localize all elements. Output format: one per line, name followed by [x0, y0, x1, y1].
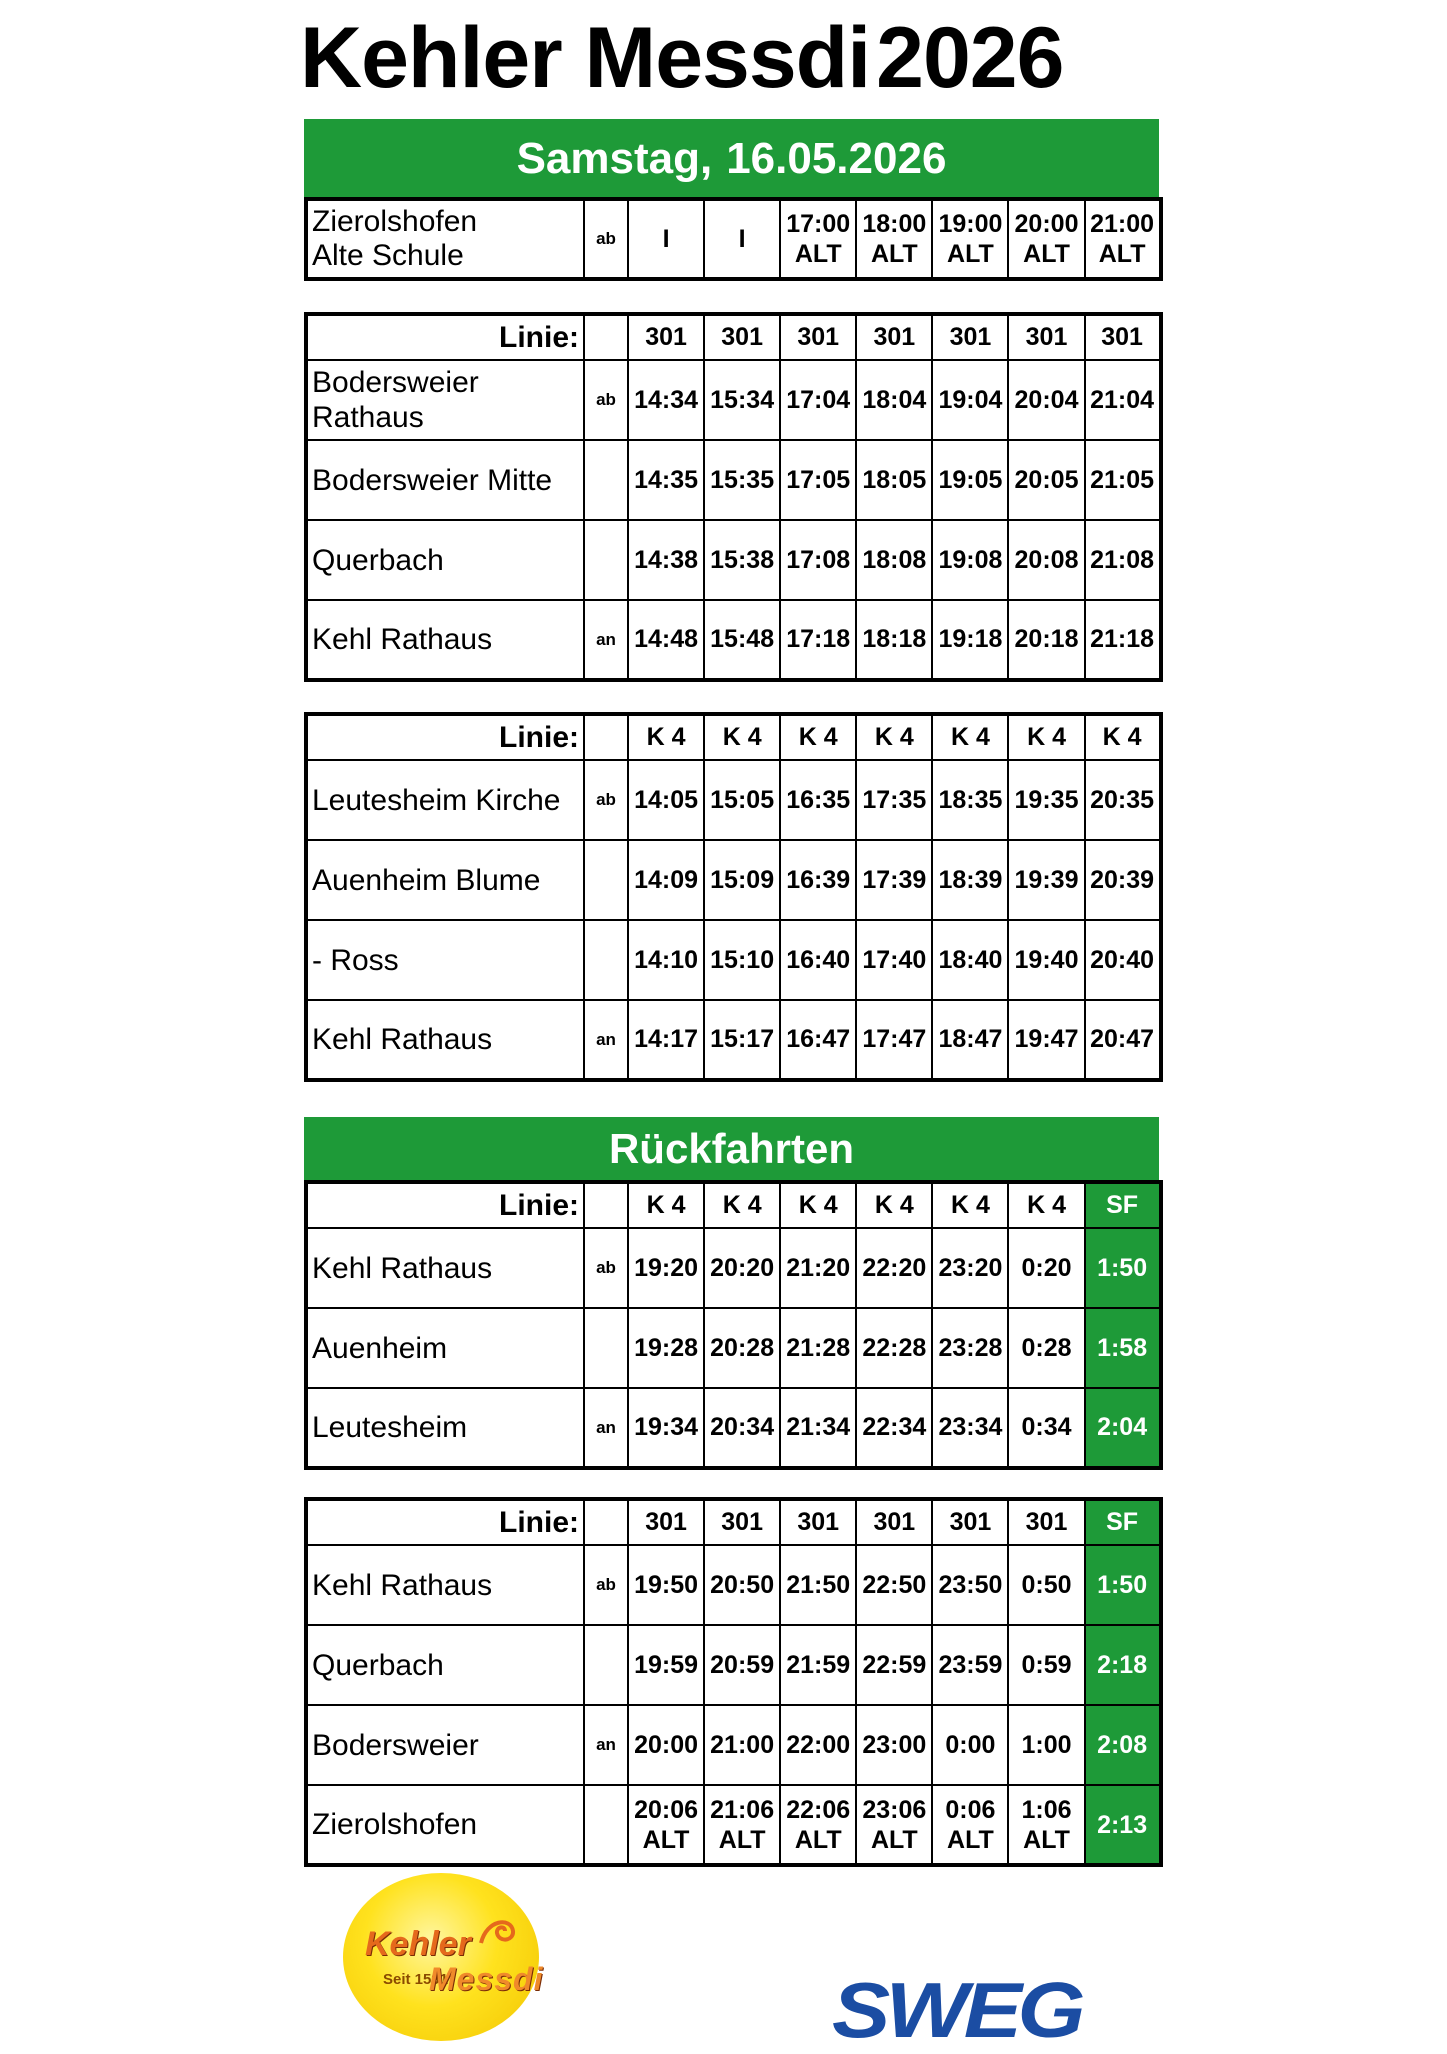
- time-cell: 23:34: [932, 1388, 1008, 1468]
- stop-name: Auenheim: [306, 1308, 584, 1388]
- line-number: 301: [856, 314, 932, 360]
- time-cell: 22:34: [856, 1388, 932, 1468]
- line-k4-table: [304, 712, 1163, 1082]
- time-cell: 19:40: [1008, 920, 1084, 1000]
- time-cell: [932, 1785, 1008, 1865]
- table-row: [306, 440, 1161, 520]
- stop-marker: an: [584, 1000, 628, 1080]
- empty-cell: [584, 1182, 628, 1228]
- messdi-logo-since: Seit 1591: [383, 1971, 449, 1988]
- date-label: 16.05.2026: [726, 134, 947, 183]
- table-row: [306, 1388, 1161, 1468]
- time-cell: 22:50: [856, 1545, 932, 1625]
- title-year: 2026: [876, 10, 1064, 106]
- table-row: [306, 1705, 1161, 1785]
- table-row: [306, 1308, 1161, 1388]
- stop-name: Kehl Rathaus: [306, 1545, 584, 1625]
- time-cell: 15:38: [704, 520, 780, 600]
- stop-marker: ab: [584, 1545, 628, 1625]
- departure-time: I: [738, 225, 746, 253]
- header-row: [306, 1499, 1161, 1545]
- time-cell: 18:47: [932, 1000, 1008, 1080]
- departure-time: 22:06: [786, 1795, 851, 1824]
- departure-time: 20:06: [634, 1795, 699, 1824]
- time-cell: 22:00: [780, 1705, 856, 1785]
- time-cell: 14:48: [628, 600, 704, 680]
- line-number: SF: [1085, 1182, 1161, 1228]
- time-cell: 21:08: [1085, 520, 1161, 600]
- time-cell: 14:17: [628, 1000, 704, 1080]
- stop-name: Querbach: [306, 520, 584, 600]
- time-cell: 20:47: [1085, 1000, 1161, 1080]
- time-cell: [1008, 1785, 1084, 1865]
- time-cell: 1:58: [1085, 1308, 1161, 1388]
- time-note: ALT: [1098, 240, 1146, 268]
- time-cell: 19:39: [1008, 840, 1084, 920]
- line-number: 301: [628, 314, 704, 360]
- header-row: [306, 314, 1161, 360]
- stop-marker: [584, 1625, 628, 1705]
- stop-marker: [584, 520, 628, 600]
- return-301-table: [304, 1497, 1163, 1867]
- page-title: [300, 10, 1140, 106]
- line-number: 301: [932, 314, 1008, 360]
- line-number: 301: [932, 1499, 1008, 1545]
- time-cell: 21:00: [704, 1705, 780, 1785]
- time-cell: 19:35: [1008, 760, 1084, 840]
- time-cell: 15:05: [704, 760, 780, 840]
- time-note: ALT: [794, 1825, 842, 1854]
- line-number: K 4: [1008, 1182, 1084, 1228]
- return-banner: Rückfahrten: [304, 1117, 1159, 1181]
- stop-marker: ab: [584, 360, 628, 440]
- time-cell: 15:10: [704, 920, 780, 1000]
- linie-label: Linie:: [306, 714, 584, 760]
- line-number: K 4: [1008, 714, 1084, 760]
- time-cell: [780, 199, 856, 279]
- time-cell: [856, 1785, 932, 1865]
- table-row: [306, 520, 1161, 600]
- time-cell: 20:00: [628, 1705, 704, 1785]
- table-row: [306, 920, 1161, 1000]
- time-cell: 16:35: [780, 760, 856, 840]
- day-label: Samstag,: [516, 134, 713, 183]
- time-note: ALT: [1023, 1825, 1070, 1854]
- departure-time: 21:00: [1090, 210, 1155, 238]
- time-cell: [704, 1785, 780, 1865]
- table-row: [306, 360, 1161, 440]
- stop-name: Kehl Rathaus: [306, 600, 584, 680]
- time-cell: 0:28: [1008, 1308, 1084, 1388]
- time-cell: 19:47: [1008, 1000, 1084, 1080]
- departure-time: 20:00: [1014, 210, 1079, 238]
- time-cell: 14:35: [628, 440, 704, 520]
- line-number: K 4: [704, 1182, 780, 1228]
- time-cell: 21:34: [780, 1388, 856, 1468]
- table-row: [306, 199, 1161, 279]
- line-number: K 4: [628, 1182, 704, 1228]
- time-cell: 19:08: [932, 520, 1008, 600]
- table-row: [306, 1625, 1161, 1705]
- departure-time: 1:06: [1021, 1795, 1072, 1824]
- line-number: 301: [628, 1499, 704, 1545]
- line-number: 301: [1085, 314, 1161, 360]
- header-row: [306, 714, 1161, 760]
- time-cell: 16:40: [780, 920, 856, 1000]
- time-cell: 15:35: [704, 440, 780, 520]
- stop-name: Auenheim Blume: [306, 840, 584, 920]
- time-cell: 1:50: [1085, 1545, 1161, 1625]
- time-cell: 20:35: [1085, 760, 1161, 840]
- time-cell: 1:00: [1008, 1705, 1084, 1785]
- stop-name: Zierolshofen: [306, 1785, 584, 1865]
- time-cell: 1:50: [1085, 1228, 1161, 1308]
- stop-marker: an: [584, 1705, 628, 1785]
- time-cell: 17:39: [856, 840, 932, 920]
- time-cell: 19:18: [932, 600, 1008, 680]
- time-cell: [932, 199, 1008, 279]
- time-cell: 0:20: [1008, 1228, 1084, 1308]
- linie-label: Linie:: [306, 1182, 584, 1228]
- time-cell: 14:38: [628, 520, 704, 600]
- line-number: K 4: [704, 714, 780, 760]
- line-number: 301: [856, 1499, 932, 1545]
- time-cell: 19:28: [628, 1308, 704, 1388]
- line-number: 301: [1008, 1499, 1084, 1545]
- time-cell: [780, 1785, 856, 1865]
- time-cell: 0:34: [1008, 1388, 1084, 1468]
- departure-time: 21:06: [710, 1795, 775, 1824]
- stop-marker: an: [584, 600, 628, 680]
- time-cell: 15:09: [704, 840, 780, 920]
- departure-marker: ab: [584, 199, 628, 279]
- stop-marker: [584, 920, 628, 1000]
- time-cell: 20:59: [704, 1625, 780, 1705]
- time-cell: [704, 199, 780, 279]
- time-cell: 21:05: [1085, 440, 1161, 520]
- time-cell: 16:39: [780, 840, 856, 920]
- table-row: [306, 1228, 1161, 1308]
- line-number: 301: [780, 314, 856, 360]
- time-cell: 19:05: [932, 440, 1008, 520]
- time-cell: 20:40: [1085, 920, 1161, 1000]
- time-cell: 19:34: [628, 1388, 704, 1468]
- empty-cell: [584, 1785, 628, 1865]
- time-cell: 20:34: [704, 1388, 780, 1468]
- time-cell: 14:10: [628, 920, 704, 1000]
- departure-time: 18:00: [862, 210, 927, 238]
- departure-time: 2:13: [1097, 1810, 1148, 1839]
- time-cell: 17:04: [780, 360, 856, 440]
- time-cell: 2:18: [1085, 1625, 1161, 1705]
- stop-name: Leutesheim Kirche: [306, 760, 584, 840]
- time-cell: 20:50: [704, 1545, 780, 1625]
- sweg-logo: SWEG: [832, 1966, 1082, 2054]
- empty-cell: [584, 1499, 628, 1545]
- line-number: K 4: [856, 714, 932, 760]
- time-cell: 18:40: [932, 920, 1008, 1000]
- title-name: Kehler Messdi: [300, 10, 871, 106]
- departure-time: 19:00: [938, 210, 1003, 238]
- line-number: 301: [1008, 314, 1084, 360]
- line-number: K 4: [856, 1182, 932, 1228]
- time-cell: 15:17: [704, 1000, 780, 1080]
- table-row: [306, 600, 1161, 680]
- departure-time: 0:06: [945, 1795, 996, 1824]
- line-number: K 4: [780, 1182, 856, 1228]
- time-cell: 14:34: [628, 360, 704, 440]
- time-note: ALT: [794, 240, 842, 268]
- time-cell: 21:18: [1085, 600, 1161, 680]
- line-number: K 4: [932, 714, 1008, 760]
- departure-time: 23:06: [862, 1795, 927, 1824]
- empty-cell: [584, 314, 628, 360]
- stop-name: [306, 199, 584, 279]
- date-banner: [304, 119, 1159, 198]
- time-cell: 18:08: [856, 520, 932, 600]
- time-cell: 20:39: [1085, 840, 1161, 920]
- header-row: [306, 1182, 1161, 1228]
- return-k4-table: [304, 1180, 1163, 1470]
- stop-marker: ab: [584, 760, 628, 840]
- time-note: ALT: [947, 1825, 994, 1854]
- time-cell: [628, 199, 704, 279]
- time-cell: 23:59: [932, 1625, 1008, 1705]
- stop-name: Kehl Rathaus: [306, 1000, 584, 1080]
- time-cell: 0:50: [1008, 1545, 1084, 1625]
- time-cell: 20:05: [1008, 440, 1084, 520]
- time-cell: 21:59: [780, 1625, 856, 1705]
- line-number: 301: [704, 1499, 780, 1545]
- table-row: [306, 840, 1161, 920]
- time-cell: 23:50: [932, 1545, 1008, 1625]
- time-cell: 21:04: [1085, 360, 1161, 440]
- stop-name: Kehl Rathaus: [306, 1228, 584, 1308]
- time-note: ALT: [642, 1825, 690, 1854]
- line-number: SF: [1085, 1499, 1161, 1545]
- line-number: 301: [780, 1499, 856, 1545]
- table-row: [306, 760, 1161, 840]
- time-cell: 20:28: [704, 1308, 780, 1388]
- time-cell: 18:39: [932, 840, 1008, 920]
- time-note: ALT: [1023, 240, 1070, 268]
- time-cell: 20:08: [1008, 520, 1084, 600]
- time-cell: [856, 199, 932, 279]
- stop-name: Querbach: [306, 1625, 584, 1705]
- time-cell: 15:48: [704, 600, 780, 680]
- time-cell: 22:28: [856, 1308, 932, 1388]
- empty-cell: [584, 714, 628, 760]
- time-cell: 17:05: [780, 440, 856, 520]
- time-cell: 2:08: [1085, 1705, 1161, 1785]
- table-row: [306, 1785, 1161, 1865]
- time-cell: 18:04: [856, 360, 932, 440]
- time-cell: 17:35: [856, 760, 932, 840]
- stop-name: Bodersweier Rathaus: [306, 360, 584, 440]
- stop-marker: [584, 1308, 628, 1388]
- time-cell: 23:00: [856, 1705, 932, 1785]
- table-row: [306, 1545, 1161, 1625]
- time-cell: 17:40: [856, 920, 932, 1000]
- stop-name-line: Zierolshofen: [312, 205, 478, 238]
- time-cell: [1008, 199, 1084, 279]
- stop-marker: ab: [584, 1228, 628, 1308]
- time-cell: 22:20: [856, 1228, 932, 1308]
- time-cell: 17:18: [780, 600, 856, 680]
- linie-label: Linie:: [306, 314, 584, 360]
- messdi-logo-line1: Kehler: [365, 1925, 471, 1963]
- time-note: ALT: [870, 240, 918, 268]
- departure-time: 17:00: [786, 210, 851, 238]
- time-cell: 15:34: [704, 360, 780, 440]
- stop-marker: [584, 440, 628, 520]
- time-cell: 17:47: [856, 1000, 932, 1080]
- swirl-icon: [477, 1913, 517, 1949]
- time-cell: [1085, 1785, 1161, 1865]
- table-row: [306, 1000, 1161, 1080]
- line-number: K 4: [628, 714, 704, 760]
- stop-name: Bodersweier Mitte: [306, 440, 584, 520]
- departure-time: I: [662, 225, 670, 253]
- line-number: K 4: [932, 1182, 1008, 1228]
- line-number: K 4: [1085, 714, 1161, 760]
- time-cell: 18:18: [856, 600, 932, 680]
- time-note: ALT: [718, 1825, 766, 1854]
- stop-name: Leutesheim: [306, 1388, 584, 1468]
- time-note: ALT: [947, 240, 994, 268]
- stop-name-line: Alte Schule: [312, 239, 464, 272]
- time-cell: 2:04: [1085, 1388, 1161, 1468]
- time-cell: 23:28: [932, 1308, 1008, 1388]
- stop-name: Bodersweier: [306, 1705, 584, 1785]
- time-cell: 18:35: [932, 760, 1008, 840]
- time-cell: [1085, 199, 1161, 279]
- time-cell: 19:20: [628, 1228, 704, 1308]
- time-cell: 21:50: [780, 1545, 856, 1625]
- time-cell: 19:59: [628, 1625, 704, 1705]
- time-cell: 14:09: [628, 840, 704, 920]
- time-cell: 21:20: [780, 1228, 856, 1308]
- time-cell: 19:04: [932, 360, 1008, 440]
- time-cell: 19:50: [628, 1545, 704, 1625]
- messdi-logo-line2: Messdi: [429, 1961, 544, 1997]
- time-cell: 20:04: [1008, 360, 1084, 440]
- line-number: 301: [704, 314, 780, 360]
- time-cell: 20:20: [704, 1228, 780, 1308]
- time-cell: [628, 1785, 704, 1865]
- time-cell: 22:59: [856, 1625, 932, 1705]
- time-cell: 14:05: [628, 760, 704, 840]
- time-cell: 21:28: [780, 1308, 856, 1388]
- line-number: K 4: [780, 714, 856, 760]
- stop-marker: an: [584, 1388, 628, 1468]
- zierolshofen-feeder-table: [304, 197, 1163, 281]
- time-cell: 23:20: [932, 1228, 1008, 1308]
- time-cell: 0:59: [1008, 1625, 1084, 1705]
- line-301-table: [304, 312, 1163, 682]
- stop-name: - Ross: [306, 920, 584, 1000]
- time-cell: 17:08: [780, 520, 856, 600]
- time-cell: 16:47: [780, 1000, 856, 1080]
- time-note: ALT: [870, 1825, 918, 1854]
- stop-marker: [584, 840, 628, 920]
- time-cell: 20:18: [1008, 600, 1084, 680]
- kehler-messdi-logo: [343, 1873, 544, 2041]
- time-cell: 18:05: [856, 440, 932, 520]
- linie-label: Linie:: [306, 1499, 584, 1545]
- time-cell: 0:00: [932, 1705, 1008, 1785]
